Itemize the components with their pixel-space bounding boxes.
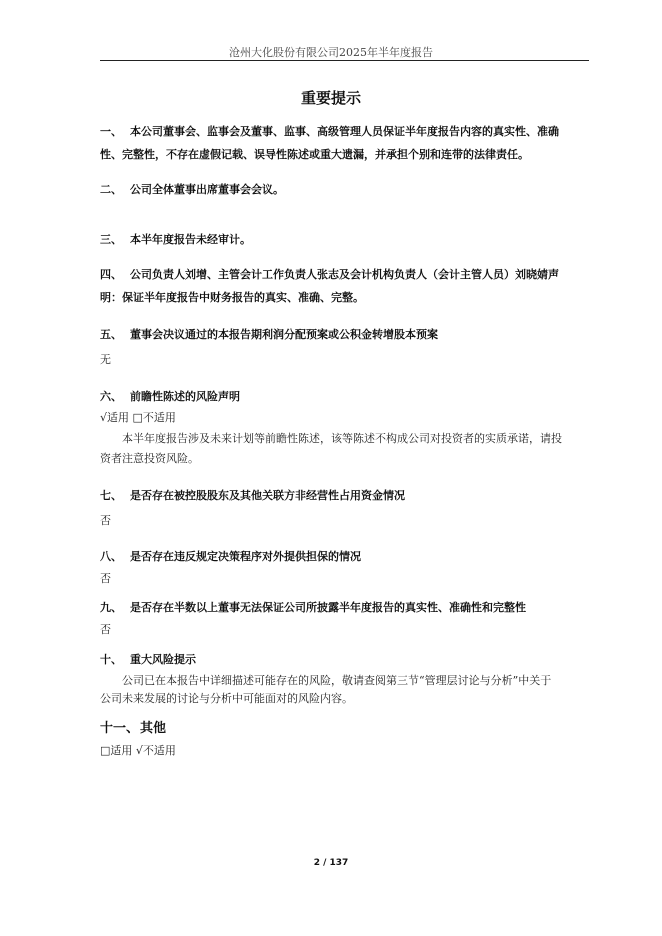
- section-11-options: □适用 √不适用: [100, 744, 176, 757]
- section-7: [100, 487, 405, 503]
- section-1-line-2: 性、完整性，不存在虚假记载、误导性陈述或重大遗漏，并承担个别和连带的法律责任。: [100, 148, 529, 161]
- section-11: [100, 717, 166, 736]
- section-5-number: 五、: [100, 328, 122, 341]
- section-5: [100, 326, 438, 342]
- section-9-answer: 否: [100, 623, 111, 636]
- section-6-text: 前瞻性陈述的风险声明: [130, 390, 240, 403]
- page-number: 2 / 137: [313, 858, 349, 868]
- section-6-options: √适用 □不适用: [100, 411, 176, 424]
- section-4-line-1: [100, 266, 559, 282]
- section-10-number: 十、: [100, 653, 122, 666]
- section-2-text: 公司全体董事出席董事会会议。: [130, 183, 284, 196]
- section-6-body-2: 资者注意投资风险。: [100, 452, 199, 465]
- section-11-text: 其他: [140, 721, 167, 736]
- section-3-number: 三、: [100, 233, 122, 246]
- section-8-number: 八、: [100, 550, 122, 563]
- section-9: [100, 599, 526, 615]
- section-8: [100, 548, 361, 564]
- section-10-body-1: 公司已在本报告中详细描述可能存在的风险，敬请查阅第三节“管理层讨论与分析”中关于: [122, 674, 552, 687]
- section-1-number: 一、: [100, 125, 122, 138]
- section-6-number: 六、: [100, 390, 122, 403]
- section-6-body-1: 本半年度报告涉及未来计划等前瞻性陈述，该等陈述不构成公司对投资者的实质承诺，请投: [122, 432, 562, 445]
- section-3: [100, 231, 251, 247]
- section-5-text: 董事会决议通过的本报告期利润分配预案或公积金转增股本预案: [130, 328, 438, 341]
- header-rule: [100, 60, 589, 61]
- section-1-line-1: [100, 123, 559, 139]
- section-7-text: 是否存在被控股股东及其他关联方非经营性占用资金情况: [130, 489, 405, 502]
- section-2-number: 二、: [100, 183, 122, 196]
- section-10: [100, 651, 196, 667]
- section-7-answer: 否: [100, 514, 111, 527]
- section-9-number: 九、: [100, 601, 122, 614]
- section-4-text-1: 公司负责人刘增、主管会计工作负责人张志及会计机构负责人（会计主管人员）刘晓婧声: [130, 268, 559, 281]
- page-title: 重要提示: [300, 89, 361, 107]
- section-6: [100, 388, 240, 404]
- section-4-number: 四、: [100, 268, 122, 281]
- section-5-answer: 无: [100, 353, 111, 366]
- section-8-text: 是否存在违反规定决策程序对外提供担保的情况: [130, 550, 361, 563]
- section-8-answer: 否: [100, 572, 111, 585]
- section-11-number: 十一、: [100, 721, 140, 736]
- section-4-line-2: 明：保证半年度报告中财务报告的真实、准确、完整。: [100, 291, 364, 304]
- section-9-text: 是否存在半数以上董事无法保证公司所披露半年度报告的真实性、准确性和完整性: [130, 601, 526, 614]
- section-3-text: 本半年度报告未经审计。: [130, 233, 251, 246]
- section-10-text: 重大风险提示: [130, 653, 196, 666]
- section-10-body-2: 公司未来发展的讨论与分析中可能面对的风险内容。: [100, 692, 353, 705]
- section-1-text-1: 本公司董事会、监事会及董事、监事、高级管理人员保证半年度报告内容的真实性、准确: [130, 125, 559, 138]
- running-header: 沧州大化股份有限公司2025年半年度报告: [229, 46, 433, 59]
- section-7-number: 七、: [100, 489, 122, 502]
- section-2: [100, 181, 284, 197]
